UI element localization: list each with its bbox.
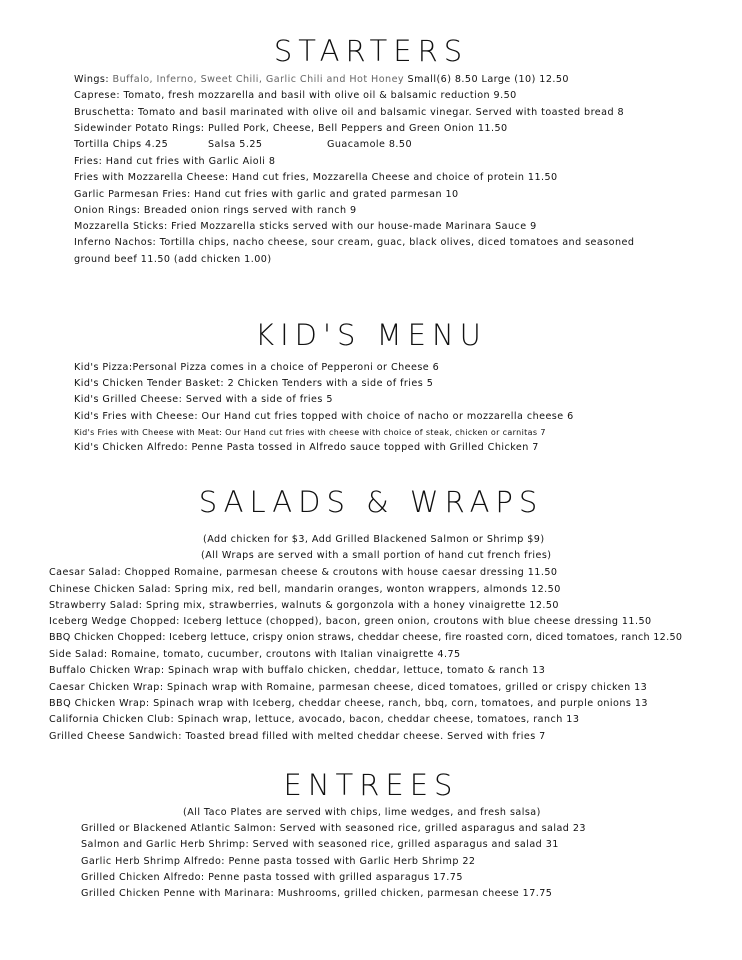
wings-sizes: Small(6) 8.50 Large (10) 12.50 — [407, 74, 569, 85]
salad-item-side: Side Salad: Romaine, tomato, cucumber, croutons with Italian vinaigrette 4.75 — [49, 649, 461, 660]
kids-item-fries-cheese: Kid's Fries with Cheese: Our Hand cut fries topped with choice of nacho or mozzarella cheese 6 — [74, 411, 574, 422]
menu-item-bruschetta: Bruschetta: Tomato and basil marinated with olive oil and balsamic vinegar. Served with toasted bread 8 — [74, 107, 625, 118]
salad-item-iceberg-wedge: Iceberg Wedge Chopped: Iceberg lettuce (chopped), bacon, green onion, croutons with blue cheese dressing 11.50 — [49, 616, 652, 627]
menu-item-fries: Fries: Hand cut fries with Garlic Aioli 8 — [74, 156, 276, 167]
menu-item-inferno-nachos-cont: ground beef 11.50 (add chicken 1.00) — [74, 254, 272, 265]
wings-label: Wings: — [74, 74, 110, 85]
menu-item-sidewinder: Sidewinder Potato Rings: Pulled Pork, Cheese, Bell Peppers and Green Onion 11.50 — [74, 123, 508, 134]
salads-note-add-protein: (Add chicken for $3, Add Grilled Blackened Salmon or Shrimp $9) — [203, 534, 545, 545]
wings-flavors: Buffalo, Inferno, Sweet Chili, Garlic Chili and Hot Honey — [112, 74, 405, 85]
kids-item-grilled-cheese: Kid's Grilled Cheese: Served with a side of fries 5 — [74, 394, 333, 405]
entree-item-chicken-penne: Grilled Chicken Penne with Marinara: Mushrooms, grilled chicken, parmesan cheese 17.75 — [81, 888, 553, 899]
entree-item-atlantic-salmon: Grilled or Blackened Atlantic Salmon: Served with seasoned rice, grilled asparagus and salad 23 — [81, 823, 586, 834]
entree-item-chicken-alfredo: Grilled Chicken Alfredo: Penne pasta tossed with grilled asparagus 17.75 — [81, 872, 463, 883]
wrap-item-caesar-chicken: Caesar Chicken Wrap: Spinach wrap with Romaine, parmesan cheese, diced tomatoes, grilled or crispy chicken 13 — [49, 682, 648, 693]
salads-note-wraps: (All Wraps are served with a small portion of hand cut french fries) — [201, 550, 552, 561]
kids-item-fries-cheese-meat: Kid's Fries with Cheese with Meat: Our Hand cut fries with cheese with choice of steak, chicken or carnitas 7 — [74, 428, 546, 437]
menu-item-wings — [74, 73, 569, 87]
salad-item-chinese-chicken: Chinese Chicken Salad: Spring mix, red bell, mandarin oranges, wonton wrappers, almonds 12.50 — [49, 584, 561, 595]
menu-item-caprese: Caprese: Tomato, fresh mozzarella and basil with olive oil & balsamic reduction 9.50 — [74, 90, 517, 101]
salads-wraps-heading: SALADS & WRAPS — [198, 485, 544, 519]
menu-item-onion-rings: Onion Rings: Breaded onion rings served with ranch 9 — [74, 205, 357, 216]
salad-item-bbq-chopped: BBQ Chicken Chopped: Iceberg lettuce, crispy onion straws, cheddar cheese, fire roasted corn, diced tomatoes, ranch 12.50 — [49, 632, 683, 643]
wrap-item-grilled-cheese: Grilled Cheese Sandwich: Toasted bread filled with melted cheddar cheese. Served with fries 7 — [49, 731, 546, 742]
guacamole: Guacamole 8.50 — [327, 139, 413, 150]
kids-menu-heading: KID'S MENU — [255, 318, 487, 352]
kids-item-tender-basket: Kid's Chicken Tender Basket: 2 Chicken Tenders with a side of fries 5 — [74, 378, 434, 389]
kids-item-chicken-alfredo: Kid's Chicken Alfredo: Penne Pasta tossed in Alfredo sauce topped with Grilled Chicken 7 — [74, 442, 539, 453]
starters-heading: STARTERS — [273, 34, 469, 68]
menu-item-mozzarella-sticks: Mozzarella Sticks: Fried Mozzarella sticks served with our house-made Marinara Sauce 9 — [74, 221, 537, 232]
entree-item-salmon-shrimp: Salmon and Garlic Herb Shrimp: Served with seasoned rice, grilled asparagus and salad 31 — [81, 839, 559, 850]
wrap-item-buffalo-chicken: Buffalo Chicken Wrap: Spinach wrap with buffalo chicken, cheddar, lettuce, tomato & ranch 13 — [49, 665, 546, 676]
entree-item-shrimp-alfredo: Garlic Herb Shrimp Alfredo: Penne pasta tossed with Garlic Herb Shrimp 22 — [81, 856, 476, 867]
salad-item-strawberry: Strawberry Salad: Spring mix, strawberries, walnuts & gorgonzola with a honey vinaigrette 12.50 — [49, 600, 559, 611]
wrap-item-bbq-chicken: BBQ Chicken Wrap: Spinach wrap with Iceberg, cheddar cheese, ranch, bbq, corn, tomatoes, and purple onions 13 — [49, 698, 648, 709]
tortilla-chips: Tortilla Chips 4.25 — [74, 139, 169, 150]
entrees-heading: ENTREES — [283, 768, 459, 802]
kids-item-pizza: Kid's Pizza:Personal Pizza comes in a choice of Pepperoni or Cheese 6 — [74, 362, 440, 373]
wrap-item-california-club: California Chicken Club: Spinach wrap, lettuce, avocado, bacon, cheddar cheese, tomatoes, ranch 13 — [49, 714, 580, 725]
salsa: Salsa 5.25 — [208, 139, 263, 150]
menu-item-fries-mozzarella: Fries with Mozzarella Cheese: Hand cut fries, Mozzarella Cheese and choice of protein 11.50 — [74, 172, 558, 183]
menu-item-garlic-parmesan-fries: Garlic Parmesan Fries: Hand cut fries with garlic and grated parmesan 10 — [74, 189, 459, 200]
entrees-note-taco: (All Taco Plates are served with chips, lime wedges, and fresh salsa) — [183, 807, 541, 818]
salad-item-caesar: Caesar Salad: Chopped Romaine, parmesan cheese & croutons with house caesar dressing 11.50 — [49, 567, 558, 578]
menu-item-inferno-nachos: Inferno Nachos: Tortilla chips, nacho cheese, sour cream, guac, black olives, diced tomatoes and seasoned — [74, 237, 635, 248]
